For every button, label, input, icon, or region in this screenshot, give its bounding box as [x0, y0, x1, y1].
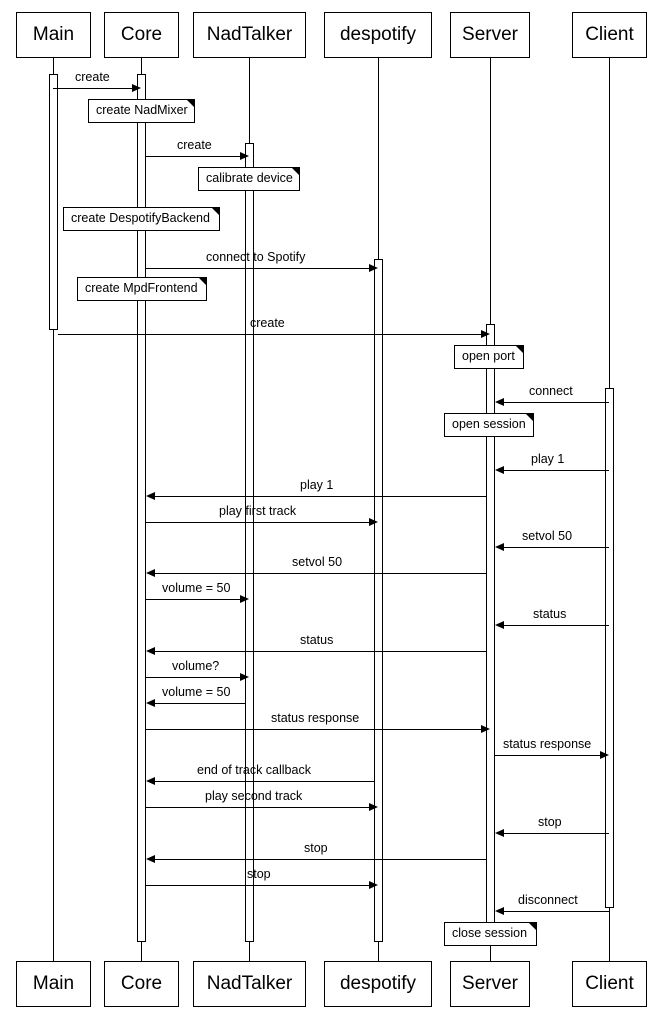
message-label: status response — [271, 711, 360, 725]
note — [77, 277, 207, 301]
note — [198, 167, 300, 191]
message-line — [155, 573, 486, 574]
participant-header-nadtalker[interactable] — [193, 12, 306, 58]
message-label: disconnect — [518, 893, 578, 907]
arrow-head-right-icon — [132, 84, 141, 92]
message-label: volume? — [172, 659, 220, 673]
note-label: create DespotifyBackend — [71, 211, 210, 225]
arrow-head-right-icon — [481, 725, 490, 733]
participant-header-despotify[interactable] — [324, 12, 432, 58]
message-line — [146, 729, 481, 730]
message-label: play 1 — [531, 452, 565, 466]
message-label: play first track — [219, 504, 297, 518]
participant-footer-despotify[interactable] — [324, 961, 432, 1007]
arrow-head-left-icon — [146, 647, 155, 655]
participant-header-main[interactable] — [16, 12, 91, 58]
message-line — [155, 859, 486, 860]
message-label: connect to Spotify — [206, 250, 306, 264]
message-line — [504, 470, 609, 471]
note-fold-icon — [529, 923, 536, 930]
message-label: play 1 — [300, 478, 334, 492]
note-fold-icon — [199, 278, 206, 285]
message-label: setvol 50 — [522, 529, 573, 543]
participant-header-server[interactable] — [450, 12, 530, 58]
arrow-head-left-icon — [495, 621, 504, 629]
message-label: create — [177, 138, 212, 152]
message-label: status response — [503, 737, 592, 751]
participant-footer-nadtalker[interactable] — [193, 961, 306, 1007]
arrow-head-left-icon — [146, 855, 155, 863]
message-label: connect — [529, 384, 573, 398]
message-label: end of track callback — [197, 763, 311, 777]
arrow-head-left-icon — [146, 569, 155, 577]
arrow-head-left-icon — [146, 777, 155, 785]
arrow-head-right-icon — [240, 673, 249, 681]
note — [444, 922, 537, 946]
message-line — [146, 156, 240, 157]
participant-label: despotify — [339, 24, 417, 45]
arrow-head-right-icon — [481, 330, 490, 338]
participant-footer-core[interactable] — [104, 961, 179, 1007]
participant-header-client[interactable] — [572, 12, 647, 58]
message-line — [504, 833, 609, 834]
arrow-head-right-icon — [240, 595, 249, 603]
participant-label: despotify — [339, 973, 417, 994]
message-line — [146, 885, 369, 886]
message-line — [155, 703, 245, 704]
participant-label: Main — [32, 24, 75, 45]
activation-despotify — [374, 259, 383, 942]
message-label: play second track — [205, 789, 303, 803]
message-line — [495, 755, 600, 756]
note-label: create MpdFrontend — [85, 281, 198, 295]
message-line — [146, 268, 369, 269]
arrow-head-right-icon — [369, 518, 378, 526]
arrow-head-left-icon — [495, 466, 504, 474]
participant-label: Server — [462, 973, 518, 994]
participant-footer-server[interactable] — [450, 961, 530, 1007]
message-label: stop — [538, 815, 562, 829]
note-fold-icon — [292, 168, 299, 175]
message-label: status — [300, 633, 334, 647]
participant-header-core[interactable] — [104, 12, 179, 58]
message-label: status — [533, 607, 567, 621]
message-line — [155, 781, 374, 782]
participant-label: Server — [462, 24, 518, 45]
arrow-head-left-icon — [146, 492, 155, 500]
message-label: volume = 50 — [162, 581, 231, 595]
participant-label: Core — [120, 24, 163, 45]
participant-label: Client — [585, 973, 634, 994]
note-label: calibrate device — [206, 171, 293, 185]
participant-footer-main[interactable] — [16, 961, 91, 1007]
message-line — [155, 496, 486, 497]
message-line — [146, 807, 369, 808]
arrow-head-right-icon — [369, 881, 378, 889]
note — [444, 413, 534, 437]
note-label: create NadMixer — [96, 103, 188, 117]
participant-label: Main — [32, 973, 75, 994]
note-fold-icon — [187, 100, 194, 107]
participant-label: Core — [120, 973, 163, 994]
participant-label: NadTalker — [206, 973, 293, 994]
arrow-head-right-icon — [600, 751, 609, 759]
participant-label: NadTalker — [206, 24, 293, 45]
note — [88, 99, 195, 123]
message-label: volume = 50 — [162, 685, 231, 699]
message-line — [58, 334, 481, 335]
arrow-head-left-icon — [495, 907, 504, 915]
message-label: create — [75, 70, 110, 84]
message-line — [504, 911, 609, 912]
arrow-head-left-icon — [146, 699, 155, 707]
arrow-head-left-icon — [495, 543, 504, 551]
message-line — [146, 522, 369, 523]
activation-client — [605, 388, 614, 908]
arrow-head-left-icon — [495, 398, 504, 406]
note-label: open port — [462, 349, 515, 363]
message-line — [146, 599, 240, 600]
note — [63, 207, 220, 231]
message-line — [504, 402, 609, 403]
arrow-head-right-icon — [369, 803, 378, 811]
participant-footer-client[interactable] — [572, 961, 647, 1007]
arrow-head-right-icon — [369, 264, 378, 272]
note-fold-icon — [526, 414, 533, 421]
arrow-head-right-icon — [240, 152, 249, 160]
arrow-head-left-icon — [495, 829, 504, 837]
message-label: setvol 50 — [292, 555, 343, 569]
participant-label: Client — [585, 24, 634, 45]
note-label: open session — [452, 417, 526, 431]
message-line — [155, 651, 486, 652]
activation-main — [49, 74, 58, 330]
message-line — [146, 677, 240, 678]
message-label: create — [250, 316, 285, 330]
note — [454, 345, 524, 369]
message-line — [504, 547, 609, 548]
note-fold-icon — [516, 346, 523, 353]
note-label: close session — [452, 926, 528, 940]
note-fold-icon — [212, 208, 219, 215]
message-label: stop — [304, 841, 328, 855]
message-label: stop — [247, 867, 271, 881]
message-line — [504, 625, 609, 626]
message-line — [53, 88, 132, 89]
activation-core — [137, 74, 146, 942]
